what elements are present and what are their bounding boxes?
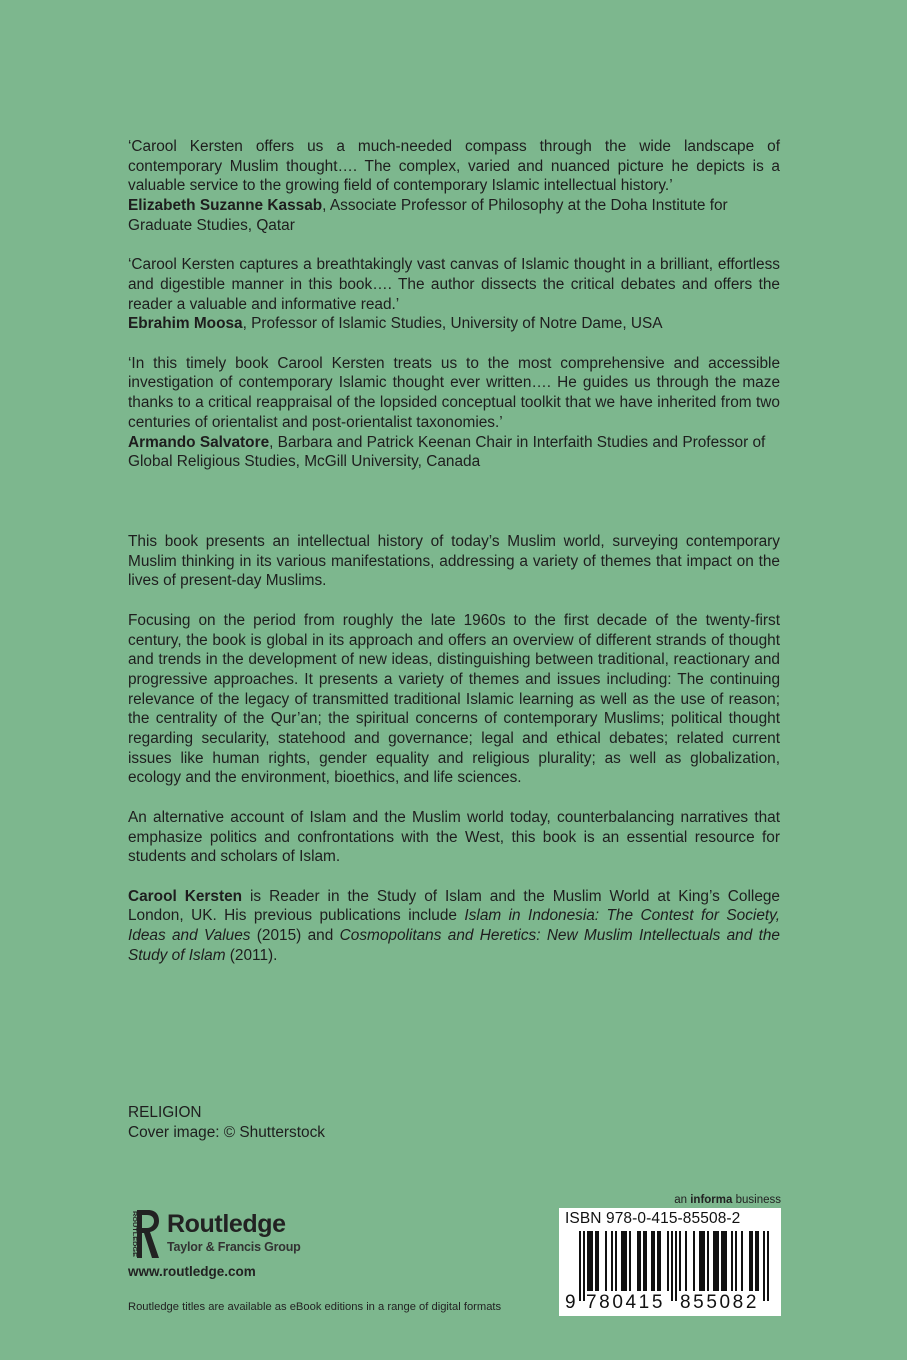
barcode-bar	[763, 1231, 765, 1301]
barcode-bar	[653, 1231, 655, 1291]
barcode-bar	[639, 1231, 641, 1291]
review-attribution	[128, 314, 780, 334]
barcode-bar	[685, 1231, 687, 1291]
barcode-bar	[713, 1231, 715, 1291]
barcode-bar	[749, 1231, 751, 1291]
barcode-right-group: 855082	[680, 1292, 760, 1313]
informa-prefix: an	[674, 1194, 691, 1206]
publisher-website[interactable]: www.routledge.com	[128, 1264, 256, 1279]
barcode-bar	[659, 1231, 661, 1291]
barcode-lead-digit: 9	[565, 1292, 576, 1313]
author-bio-text: (2011).	[225, 946, 278, 964]
description-paragraph-1: This book presents an intellectual history of today’s Muslim world, surveying contemporary Muslim thinking in its various manifestations, addressing a variety of themes that impact on the lives of present-day Muslims.	[128, 533, 780, 590]
barcode-bar	[611, 1231, 613, 1291]
reviewer-name: Armando Salvatore	[128, 433, 270, 451]
barcode-bar	[735, 1231, 737, 1291]
barcode-bar	[679, 1231, 681, 1291]
review-1	[128, 137, 780, 236]
reviewer-affiliation: , Barbara and Patrick Keenan Chair in Interfaith Studies and Professor of Global Religious Studies, McGill University, Canada	[128, 433, 766, 471]
description-paragraph-3: An alternative account of Islam and the Muslim world today, counterbalancing narratives that emphasize politics and confrontations with the West, this book is an essential resource for students and scholars of Islam.	[128, 808, 780, 866]
review-3	[128, 354, 780, 472]
barcode-bar	[693, 1231, 695, 1291]
review-quote: ‘Carool Kersten offers us a much-needed compass through the wide landscape of contemporary Muslim thought…. The complex, varied and nuanced picture he depicts is a valuable service to the growing field of contemporary Islamic intellectual history.’	[128, 138, 780, 195]
barcode-bar	[591, 1231, 593, 1291]
barcode-bar	[583, 1231, 585, 1301]
cover-image-credit: Cover image: © Shutterstock	[128, 1124, 325, 1141]
barcode-bar	[707, 1231, 709, 1291]
barcode-bar	[595, 1231, 597, 1291]
barcode-bar	[757, 1231, 759, 1291]
barcode-digits	[559, 1292, 781, 1314]
barcode-bar	[725, 1231, 727, 1291]
author-bio-text: is Reader in the Study of Islam and the Muslim World at King’s College London, UK. His previous publications include	[128, 887, 780, 925]
barcode-bar	[741, 1231, 743, 1291]
review-attribution	[128, 433, 780, 472]
informa-business-tag	[674, 1194, 781, 1206]
barcode-bar	[637, 1231, 639, 1291]
barcode-bars	[559, 1231, 781, 1301]
barcode-bar	[657, 1231, 659, 1291]
review-attribution	[128, 196, 780, 235]
isbn-number: ISBN 978-0-415-85508-2	[565, 1210, 741, 1227]
author-bio	[128, 887, 780, 966]
barcode-bar	[751, 1231, 753, 1291]
barcode-bar	[587, 1231, 589, 1291]
barcode-bar	[767, 1231, 769, 1301]
reviewer-name: Ebrahim Moosa	[128, 315, 243, 333]
barcode-bar	[715, 1231, 717, 1291]
publisher-name: Routledge	[167, 1210, 286, 1238]
barcode-left-group: 780415	[586, 1292, 666, 1313]
barcode-bar	[589, 1231, 591, 1291]
description-section	[128, 532, 780, 985]
isbn-barcode	[559, 1208, 781, 1316]
ebook-availability-note: Routledge titles are available as eBook editions in a range of digital formats	[128, 1301, 502, 1313]
barcode-bar	[579, 1231, 581, 1301]
barcode-bar	[699, 1231, 701, 1291]
barcode-bar	[717, 1231, 719, 1291]
previous-book-title: Islam in Indonesia: The Contest for Society, Ideas and Values	[128, 907, 780, 945]
subject-category: RELIGION	[128, 1104, 202, 1121]
reviews-section	[128, 137, 780, 492]
routledge-logo	[127, 1208, 307, 1260]
barcode-bar	[621, 1231, 623, 1291]
barcode-bar	[701, 1231, 703, 1291]
routledge-r-icon	[127, 1208, 161, 1260]
previous-book-title: Cosmopolitans and Heretics: New Muslim Intellectuals and the Study of Islam	[128, 927, 780, 964]
informa-word: informa	[690, 1194, 733, 1206]
barcode-bar	[721, 1231, 723, 1291]
review-quote: ‘In this timely book Carool Kersten treats us to the most comprehensive and accessible investigation of contemporary Islamic thought ever written…. He guides us through the maze thanks to a critical reappraisal of the lopsided conceptual toolkit that we have inherited from two centuries of orientalist and post-orientalist taxonomies.’	[128, 354, 780, 431]
review-quote: ‘Carool Kersten captures a breathtakingly vast canvas of Islamic thought in a brilliant, effortless and digestible manner in this book…. The author dissects the critical debates and offers the reader a valuable and informative read.’	[128, 256, 780, 313]
barcode-bar	[597, 1231, 599, 1291]
barcode-bar	[675, 1231, 677, 1301]
barcode-bar	[625, 1231, 627, 1291]
barcode-bar	[671, 1231, 673, 1301]
barcode-bar	[667, 1231, 669, 1291]
barcode-bar	[703, 1231, 705, 1291]
barcode-bar	[731, 1231, 733, 1291]
logo-vertical-text: ROUTLEDGE	[131, 1211, 137, 1244]
barcode-bar	[645, 1231, 647, 1291]
publisher-group: Taylor & Francis Group	[167, 1240, 301, 1254]
description-paragraph-2: Focusing on the period from roughly the late 1960s to the first decade of the twenty-first century, the book is global in its approach and offers an overview of different strands of thought and trends in the development of new ideas, distinguishing between traditional, reactionary and progressive approaches. It presents a variety of themes and issues including: The continuing relevance of the legacy of transmitted traditional Islamic learning as well as the use of reason; the centrality of the Qur’an; the spiritual concerns of contemporary Muslims; political thought regarding secularity, statehood and governance; legal and ethical debates; related current issues like human rights, gender equality and religious plurality; as well as globalization, ecology and the environment, bioethics, and life sciences.	[128, 611, 780, 787]
barcode-bar	[623, 1231, 625, 1291]
cover-meta	[128, 1103, 325, 1143]
author-name: Carool Kersten	[128, 887, 243, 905]
barcode-bar	[723, 1231, 725, 1291]
barcode-bar	[755, 1231, 757, 1291]
reviewer-affiliation: , Professor of Islamic Studies, University of Notre Dame, USA	[242, 315, 663, 333]
barcode-bar	[615, 1231, 617, 1291]
barcode-bar	[605, 1231, 607, 1291]
barcode-bar	[643, 1231, 645, 1291]
author-bio-text: (2015) and	[250, 927, 340, 945]
reviewer-name: Elizabeth Suzanne Kassab	[128, 197, 323, 215]
informa-suffix: business	[732, 1194, 781, 1206]
reviewer-affiliation: , Associate Professor of Philosophy at the Doha Institute for Graduate Studies, Qatar	[128, 197, 728, 234]
barcode-bar	[629, 1231, 631, 1291]
barcode-bar	[651, 1231, 653, 1291]
review-2	[128, 255, 780, 334]
